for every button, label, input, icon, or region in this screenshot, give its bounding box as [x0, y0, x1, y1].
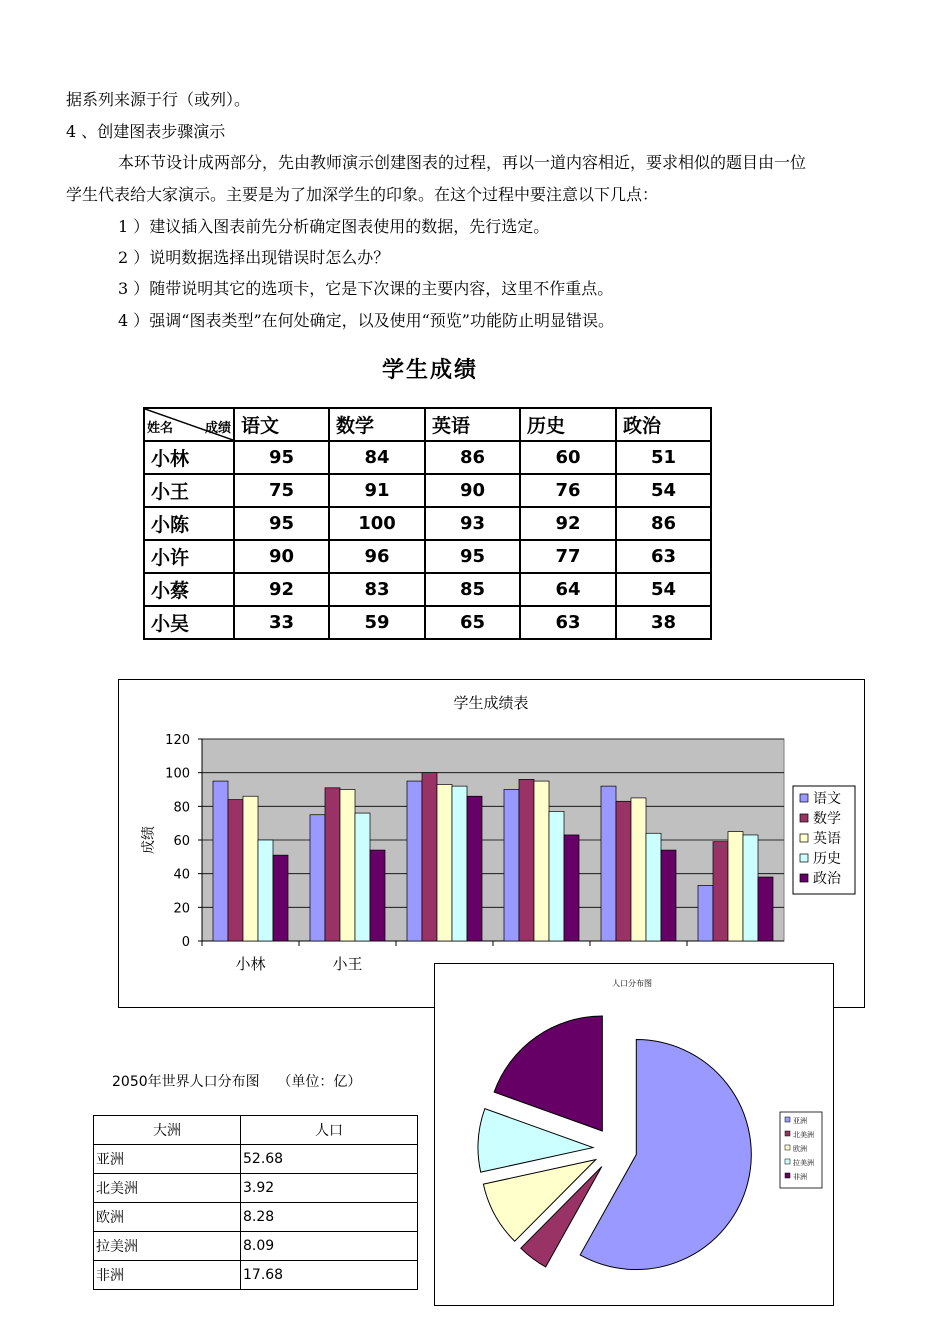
legend	[793, 786, 855, 894]
score-cell: 65	[425, 606, 520, 639]
y-tick-label: 40	[173, 867, 190, 883]
score-cell: 60	[520, 441, 616, 474]
text-line-3: 本环节设计成两部分，先由教师演示创建图表的过程，再以一道内容相近，要求相似的题目由一位	[118, 153, 807, 172]
pie-slice	[580, 1040, 751, 1270]
legend-label: 语文	[813, 791, 841, 807]
score-cell: 86	[616, 507, 711, 540]
section-heading: 4 、创建图表步骤演示	[66, 122, 226, 141]
y-tick-label: 0	[181, 935, 190, 950]
bar	[467, 796, 482, 941]
legend-swatch	[785, 1173, 790, 1178]
legend-label: 数学	[813, 811, 841, 827]
corner-score-label: 成绩	[204, 421, 231, 436]
population-cell: 17.68	[241, 1261, 418, 1290]
legend-swatch	[800, 814, 808, 822]
legend-label: 历史	[813, 851, 841, 867]
list-item-1: 1 ）建议插入图表前先分析确定图表使用的数据，先行选定。	[118, 217, 550, 236]
pie-chart-frame	[434, 963, 834, 1306]
bar	[228, 800, 243, 941]
population-cell: 52.68	[241, 1145, 418, 1174]
bar	[243, 796, 258, 941]
score-cell: 83	[329, 573, 425, 606]
student-name: 小陈	[144, 507, 234, 540]
bar	[407, 781, 422, 941]
score-cell: 75	[234, 474, 329, 507]
score-table	[143, 407, 712, 640]
student-name: 小许	[144, 540, 234, 573]
corner-name-label: 姓名	[147, 421, 174, 436]
legend-label: 北美洲	[793, 1131, 814, 1139]
student-name: 小蔡	[144, 573, 234, 606]
chart-title: 人口分布图	[612, 979, 652, 988]
student-name: 小王	[144, 474, 234, 507]
bar	[504, 790, 519, 942]
legend	[780, 1112, 822, 1188]
legend-label: 英语	[813, 831, 841, 847]
table-row	[144, 474, 711, 507]
subject-header: 英语	[425, 408, 520, 441]
score-cell: 63	[520, 606, 616, 639]
table-row	[144, 606, 711, 639]
score-cell: 63	[616, 540, 711, 573]
corner-cell	[144, 408, 234, 441]
bar	[422, 773, 437, 941]
score-cell: 100	[329, 507, 425, 540]
bar	[549, 811, 564, 941]
list-item-2: 2 ）说明数据选择出现错误时怎么办？	[118, 248, 390, 267]
population-table-title: 2050年世界人口分布图 （单位：亿）	[112, 1074, 362, 1090]
bar	[325, 788, 340, 941]
bar	[564, 835, 579, 941]
pie-chart	[435, 964, 833, 1305]
bar	[213, 781, 228, 941]
bar	[340, 790, 355, 942]
student-name: 小林	[144, 441, 234, 474]
score-cell: 95	[234, 507, 329, 540]
bar	[631, 798, 646, 941]
score-cell: 38	[616, 606, 711, 639]
score-cell: 54	[616, 474, 711, 507]
score-cell: 92	[520, 507, 616, 540]
bar	[601, 786, 616, 941]
legend-swatch	[800, 854, 808, 862]
score-cell: 51	[616, 441, 711, 474]
legend-swatch	[785, 1145, 790, 1150]
score-cell: 96	[329, 540, 425, 573]
bar	[713, 842, 728, 941]
score-cell: 90	[425, 474, 520, 507]
table-row	[94, 1174, 418, 1203]
y-axis-label: 成绩	[141, 826, 157, 854]
continent-cell: 拉美洲	[94, 1232, 241, 1261]
score-cell: 59	[329, 606, 425, 639]
subject-header: 数学	[329, 408, 425, 441]
bar	[728, 832, 743, 941]
subject-header: 语文	[234, 408, 329, 441]
continent-cell: 非洲	[94, 1261, 241, 1290]
score-cell: 92	[234, 573, 329, 606]
bar	[743, 835, 758, 941]
score-cell: 64	[520, 573, 616, 606]
list-item-4: 4 ）强调“图表类型”在何处确定，以及使用“预览”功能防止明显错误。	[118, 311, 614, 330]
bar	[437, 784, 452, 941]
table-row	[94, 1145, 418, 1174]
score-cell: 90	[234, 540, 329, 573]
legend-label: 亚洲	[793, 1117, 807, 1125]
header-population: 人口	[241, 1116, 418, 1145]
y-tick-label: 60	[173, 834, 190, 849]
table-row	[144, 507, 711, 540]
bar	[310, 815, 325, 941]
population-cell: 3.92	[241, 1174, 418, 1203]
table-row	[94, 1203, 418, 1232]
bar	[355, 813, 370, 941]
bar	[370, 850, 385, 941]
continent-cell: 亚洲	[94, 1145, 241, 1174]
bar	[758, 877, 773, 941]
pie-slice	[494, 1016, 602, 1131]
y-tick-label: 80	[173, 800, 190, 816]
bar	[519, 779, 534, 941]
legend-label: 欧洲	[793, 1145, 807, 1153]
x-tick-label: 小王	[332, 955, 363, 973]
bar	[616, 801, 631, 941]
text-line-1: 据系列来源于行（或列）。	[66, 90, 251, 109]
score-cell: 33	[234, 606, 329, 639]
student-name: 小吴	[144, 606, 234, 639]
legend-swatch	[785, 1131, 790, 1136]
header-continent: 大洲	[94, 1116, 241, 1145]
table-row	[144, 441, 711, 474]
bar	[534, 781, 549, 941]
subject-header: 历史	[520, 408, 616, 441]
chart-title: 学生成绩表	[453, 694, 529, 712]
score-cell: 77	[520, 540, 616, 573]
subject-header: 政治	[616, 408, 711, 441]
score-table-title: 学生成绩	[381, 358, 478, 383]
legend-swatch	[785, 1159, 790, 1164]
legend-label: 拉美洲	[793, 1159, 814, 1167]
bar	[661, 850, 676, 941]
y-tick-label: 20	[173, 901, 190, 917]
legend-label: 政治	[813, 871, 841, 887]
table-row	[94, 1261, 418, 1290]
bar	[258, 840, 273, 941]
population-header	[94, 1116, 418, 1145]
y-tick-label: 120	[165, 733, 190, 748]
legend-swatch	[800, 834, 808, 842]
list-item-3: 3 ）随带说明其它的选项卡，它是下次课的主要内容，这里不作重点。	[118, 279, 614, 298]
text-line-4: 学生代表给大家演示。主要是为了加深学生的印象。在这个过程中要注意以下几点：	[66, 185, 659, 204]
legend-label: 非洲	[793, 1173, 807, 1181]
bar	[452, 786, 467, 941]
table-row	[144, 573, 711, 606]
score-cell: 54	[616, 573, 711, 606]
legend-swatch	[800, 794, 808, 802]
bar	[273, 855, 288, 941]
score-cell: 95	[425, 540, 520, 573]
population-cell: 8.28	[241, 1203, 418, 1232]
score-cell: 93	[425, 507, 520, 540]
continent-cell: 欧洲	[94, 1203, 241, 1232]
bar	[646, 833, 661, 941]
population-table	[93, 1115, 418, 1290]
table-row	[144, 540, 711, 573]
continent-cell: 北美洲	[94, 1174, 241, 1203]
score-table-header	[144, 408, 711, 441]
score-cell: 76	[520, 474, 616, 507]
score-cell: 84	[329, 441, 425, 474]
x-tick-label: 小林	[235, 955, 266, 973]
bar-chart-frame	[118, 679, 865, 1008]
score-cell: 86	[425, 441, 520, 474]
score-cell: 95	[234, 441, 329, 474]
score-cell: 91	[329, 474, 425, 507]
population-cell: 8.09	[241, 1232, 418, 1261]
bar	[698, 885, 713, 941]
table-row	[94, 1232, 418, 1261]
legend-swatch	[785, 1117, 790, 1122]
y-tick-label: 100	[165, 766, 190, 782]
score-cell: 85	[425, 573, 520, 606]
legend-swatch	[800, 874, 808, 882]
bar-chart	[119, 680, 864, 1007]
